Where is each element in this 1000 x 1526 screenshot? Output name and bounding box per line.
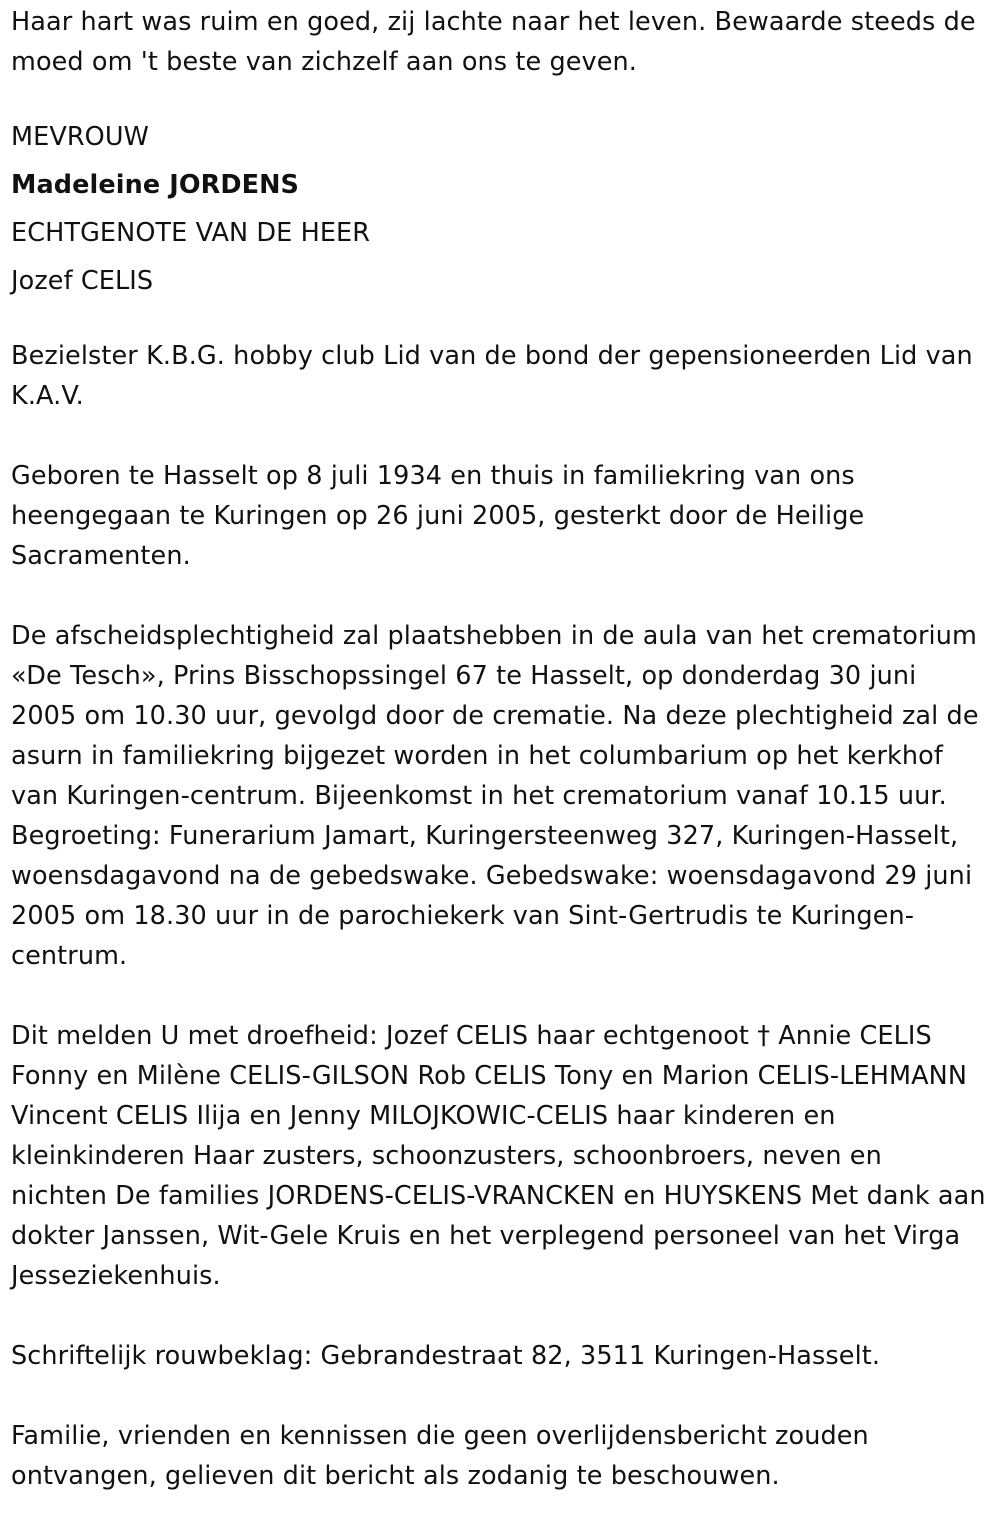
spouse-label: ECHTGENOTE VAN DE HEER <box>11 218 371 248</box>
obituary-notice <box>11 2 986 1496</box>
spouse-name: Jozef CELIS <box>11 266 154 296</box>
family-text: Dit melden U met droefheid: Jozef CELIS haar echtgenoot † Annie CELIS Fonny en Milène CELIS-GILSON Rob CELIS Tony en Marion CELIS-LEHMANN Vincent CELIS Ilija en Jenny MILOJKOWIC-CELIS haar kinderen en kleinkinderen Haar zusters, schoonzusters, schoonbroers, neven en nichten De families JORDENS-CELIS-VRANCKEN en HUYSKENS Met dank aan dokter Janssen, Wit-Gele Kruis en het verplegend personeel van het Virga Jesseziekenhuis. <box>11 1021 986 1291</box>
ceremony-text: De afscheidsplechtigheid zal plaatshebben in de aula van het crematorium «De Tesch», Prins Bisschopssingel 67 te Hasselt, op donderdag 30 juni 2005 om 10.30 uur, gevolgd door de crematie. Na deze plechtigheid zal de asurn in familiekring bijgezet worden in het columbarium op het kerkhof van Kuringen-centrum. Bijeenkomst in het crematorium vanaf 10.15 uur. Begroeting: Funerarium Jamart, Kuringersteenweg 327, Kuringen-Hasselt, woensdagavond na de gebedswake. Gebedswake: woensdagavond 29 juni 2005 om 18.30 uur in de parochiekerk van Sint-Gertrudis te Kuringen-centrum. <box>11 621 979 971</box>
birth-death-text: Geboren te Hasselt op 8 juli 1934 en thuis in familiekring van ons heengegaan te Kuringen op 26 juni 2005, gesterkt door de Heilige Sacramenten. <box>11 461 865 571</box>
title-prefix: MEVROUW <box>11 122 149 152</box>
deceased-name: Madeleine JORDENS <box>11 170 300 200</box>
closing-text: Familie, vrienden en kennissen die geen overlijdensbericht zouden ontvangen, gelieven dit bericht als zodanig te beschouwen. <box>11 1421 869 1491</box>
verse-text: Haar hart was ruim en goed, zij lachte naar het leven. Bewaarde steeds de moed om 't beste van zichzelf aan ons te geven. <box>11 7 976 77</box>
condolence-address: Schriftelijk rouwbeklag: Gebrandestraat 82, 3511 Kuringen-Hasselt. <box>11 1341 881 1371</box>
affiliations-text: Bezielster K.B.G. hobby club Lid van de bond der gepensioneerden Lid van K.A.V. <box>11 341 973 411</box>
